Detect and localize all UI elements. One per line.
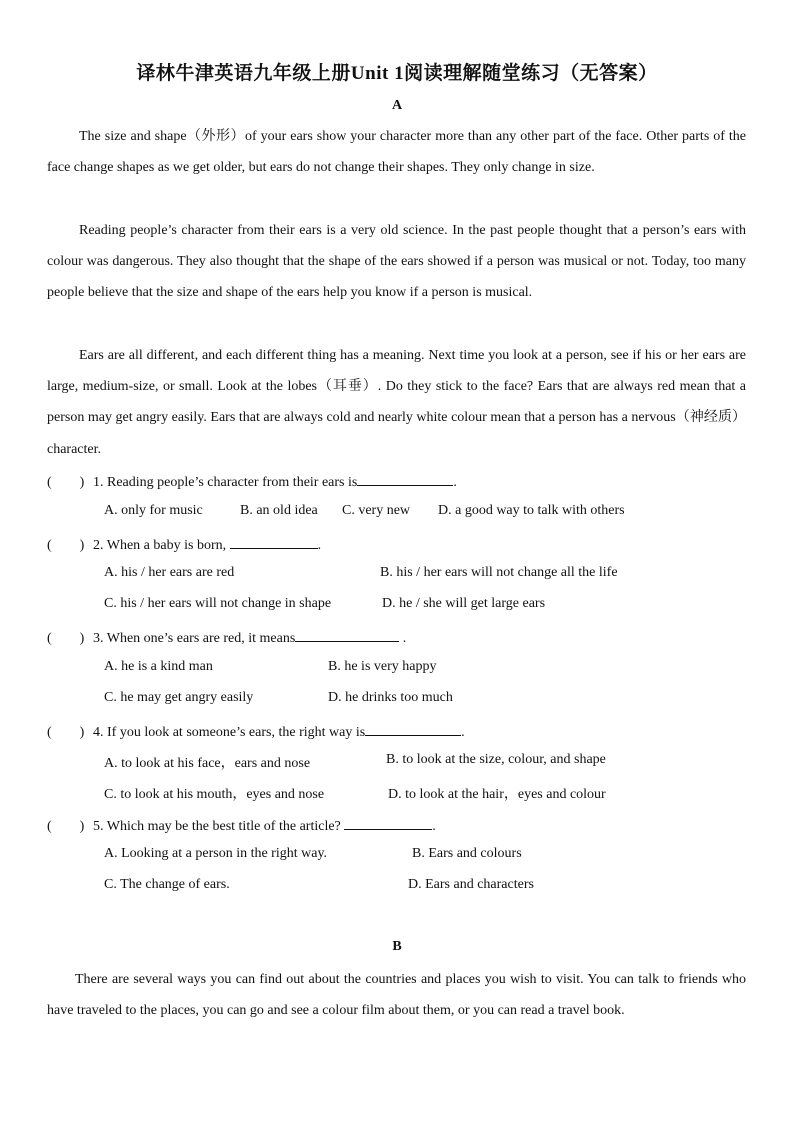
q5-option-b: B. Ears and colours — [412, 846, 522, 861]
q2-option-b: B. his / her ears will not change all the life — [380, 565, 618, 580]
q1-option-b: B. an old idea — [240, 503, 318, 518]
section-a-heading: A — [391, 98, 403, 113]
section-a-paragraph-1: The size and shape（外形）of your ears show your character more than any other part of the face. Other parts of the face change shapes as we get older, but ears do not change their shapes. They only change in size. — [47, 129, 746, 176]
answer-paren-4[interactable]: ( ) — [47, 725, 85, 740]
question-1 — [47, 471, 747, 493]
q1-option-d: D. a good way to talk with others — [438, 503, 625, 518]
q5-option-a: A. Looking at a person in the right way. — [104, 846, 328, 861]
answer-paren-1[interactable]: ( ) — [47, 475, 85, 490]
question-1-end: . — [453, 475, 457, 490]
q1-option-a: A. only for music — [104, 503, 203, 518]
answer-blank-4[interactable] — [365, 721, 461, 736]
answer-paren-2[interactable]: ( ) — [47, 538, 85, 553]
question-4-stem: 4. If you look at someone’s ears, the right way is — [93, 725, 366, 740]
question-5 — [47, 815, 747, 837]
section-a-paragraph-2: Reading people’s character from their ears is a very old science. In the past people thought that a person’s ears with colour was dangerous. They also thought that the shape of the ears showed if a person was musical or not. Today, too many people believe that the size and shape of the ears help you know if a person is musical. — [47, 223, 746, 301]
question-1-stem: 1. Reading people’s character from their ears is — [93, 475, 358, 490]
page-title: 译林牛津英语九年级上册Unit 1阅读理解随堂练习（无答案） — [136, 63, 658, 84]
question-5-stem: 5. Which may be the best title of the article? — [93, 819, 341, 834]
question-3-stem: 3. When one’s ears are red, it means — [93, 631, 296, 646]
question-4 — [47, 721, 747, 743]
q4-option-d: D. to look at the hair，eyes and colour — [388, 787, 606, 802]
question-2 — [47, 534, 747, 556]
q3-option-b: B. he is very happy — [328, 659, 437, 674]
answer-paren-3[interactable]: ( ) — [47, 631, 85, 646]
answer-blank-5[interactable] — [344, 815, 432, 830]
q4-option-a: A. to look at his face，ears and nose — [104, 756, 311, 771]
q2-option-d: D. he / she will get large ears — [382, 596, 546, 611]
q1-option-c: C. very new — [342, 503, 411, 518]
q5-option-d: D. Ears and characters — [408, 877, 534, 892]
question-2-stem: 2. When a baby is born, — [93, 538, 227, 553]
answer-blank-2[interactable] — [230, 534, 318, 549]
section-b-heading: B — [392, 939, 402, 954]
section-b-paragraph-1: There are several ways you can find out about the countries and places you wish to visit. You can talk to friends who have traveled to the places, you can go and see a colour film about them, or you can read a travel book. — [47, 972, 746, 1019]
q3-option-a: A. he is a kind man — [104, 659, 213, 674]
answer-paren-5[interactable]: ( ) — [47, 819, 85, 834]
section-a-paragraph-3: Ears are all different, and each different thing has a meaning. Next time you look at a person, see if his or her ears are large, medium-size, or small. Look at the lobes（耳垂）. Do they stick to the face? Ears that are always red mean that a person may get angry easily. Ears that are always cold and nearly white colour mean that a person has a nervous（神经质）character. — [47, 348, 746, 457]
question-2-end: . — [317, 538, 322, 553]
q4-option-b: B. to look at the size, colour, and shape — [386, 752, 606, 767]
q2-option-a: A. his / her ears are red — [104, 565, 235, 580]
question-3 — [47, 627, 747, 649]
question-4-end: . — [461, 725, 465, 740]
question-3-end: . — [399, 631, 407, 646]
q2-option-c: C. his / her ears will not change in shape — [104, 596, 332, 611]
q3-option-c: C. he may get angry easily — [104, 690, 254, 705]
q5-option-c: C. The change of ears. — [104, 877, 230, 892]
answer-blank-1[interactable] — [357, 471, 453, 486]
q4-option-c: C. to look at his mouth，eyes and nose — [104, 787, 325, 802]
answer-blank-3[interactable] — [295, 627, 399, 642]
question-5-end: . — [432, 819, 436, 834]
q3-option-d: D. he drinks too much — [328, 690, 453, 705]
